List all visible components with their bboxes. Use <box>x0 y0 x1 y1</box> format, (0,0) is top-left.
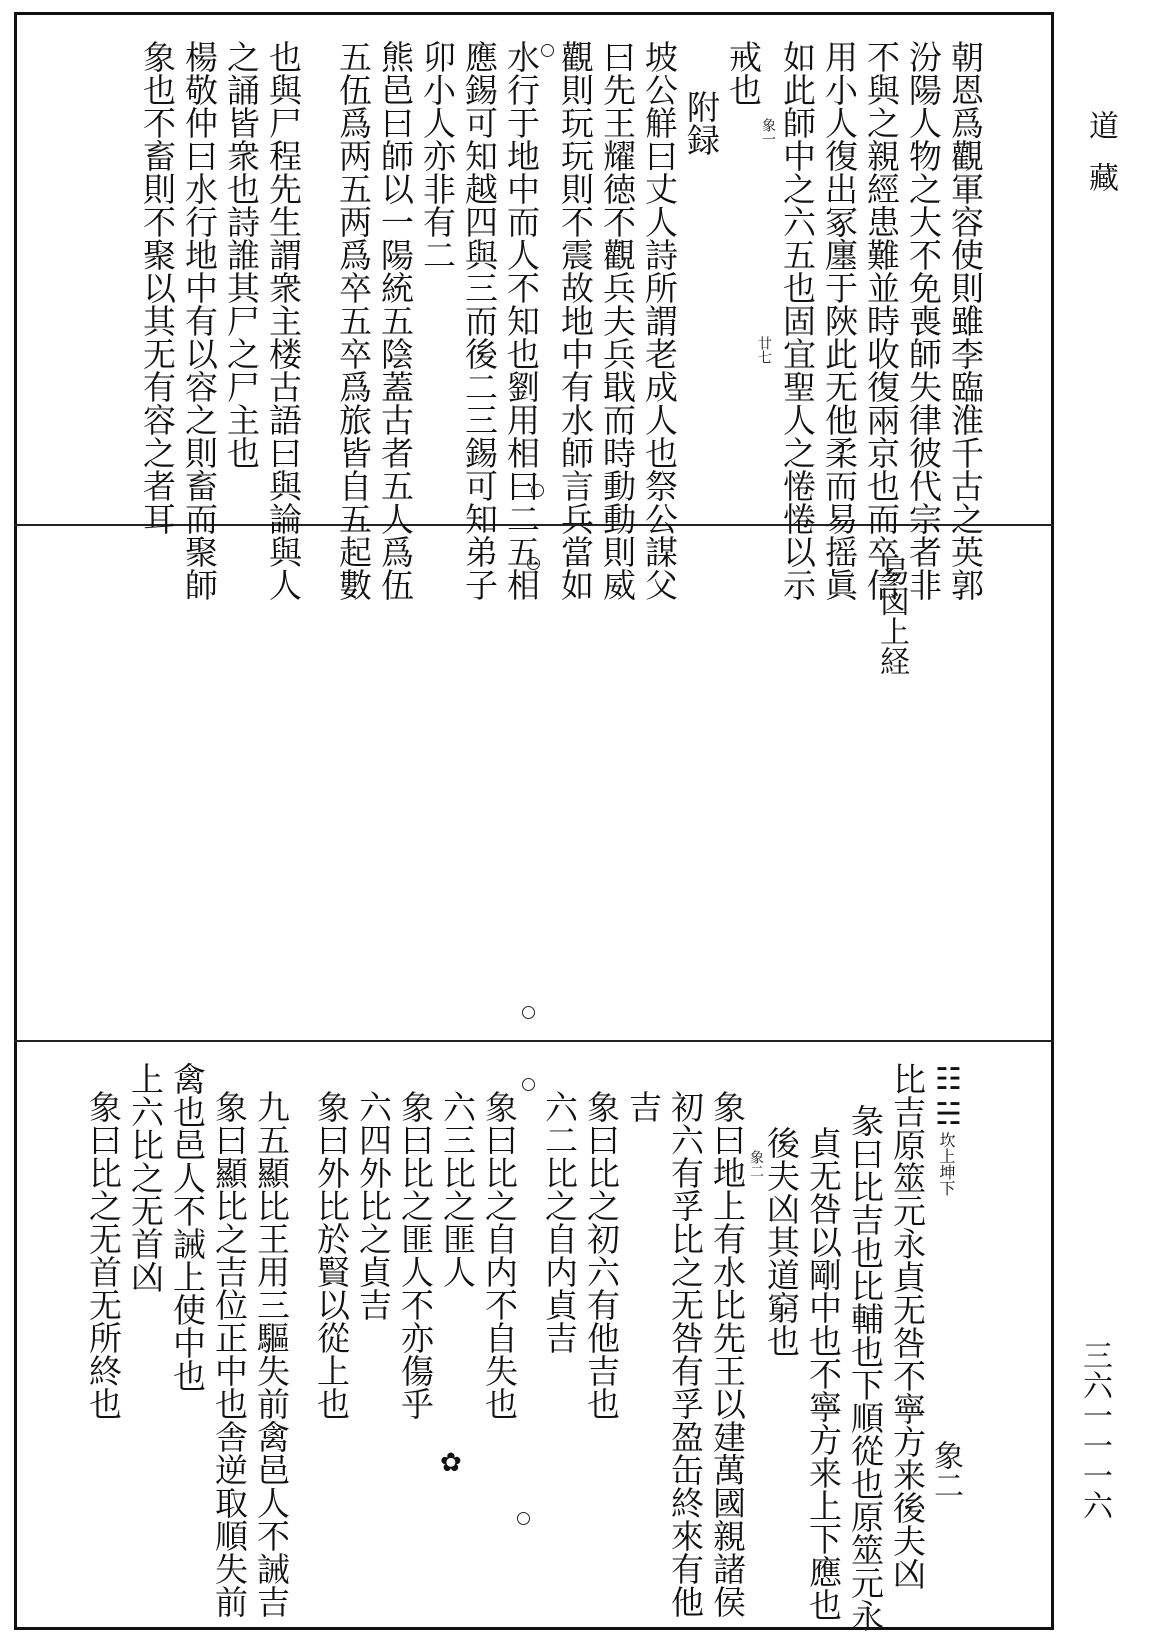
text-column: 用小人復出冢廛于陜此无他柔而易摇眞 <box>820 40 859 601</box>
hexagram-symbol: ☷☵ <box>931 1062 966 1132</box>
text-column: 象曰比之初六有他吉也 <box>582 1090 621 1420</box>
text-column: 卯小人亦非有二 <box>418 40 457 271</box>
text-column: 曰先王耀徳不觀兵夫兵戢而時動動則威 <box>598 40 637 601</box>
text-column: 象曰外比於賢以從上也 <box>312 1090 351 1420</box>
margin-page-number: 三六一一一六 <box>1077 1340 1112 1520</box>
volume-title: 易図上経 <box>874 556 909 676</box>
text-column: 禽也邑人不誡上使中也 <box>168 1062 207 1392</box>
text-column: 之誦皆衆也詩誰其尸之尸主也 <box>222 40 261 469</box>
text-column: 初六有孚比之无咎有孚盈缶終來有他 <box>666 1090 705 1618</box>
punctuation-circle <box>522 1078 535 1091</box>
punctuation-circle <box>531 484 544 497</box>
text-column: 九五顯比王用三驅失前禽邑人不誡吉 <box>252 1090 291 1618</box>
column-note: 象一 <box>760 118 776 146</box>
text-column: 後夫凶其道窮也 <box>762 1126 801 1357</box>
text-column: 不與之親經患難並時收復兩京也而卒信 <box>862 40 901 601</box>
page-header: 象二 <box>928 1440 963 1500</box>
text-column: 象曰顯比之吉位正中也舎逆取順失前 <box>210 1090 249 1618</box>
text-column: 上六比之无首凶 <box>126 1062 165 1293</box>
text-column: 象也不畜則不聚以其无有容之者耳 <box>138 40 177 535</box>
punctuation-circle <box>522 1006 535 1019</box>
text-column: 彖曰比吉也比輔也下順從也原筮元永 <box>846 1104 885 1632</box>
margin-title: 道藏 <box>1083 110 1118 214</box>
text-column: 六二比之自内貞吉 <box>540 1090 579 1354</box>
punctuation-circle <box>541 44 554 57</box>
text-column: 如此師中之六五也固宜聖人之惓惓以示 <box>778 40 817 601</box>
section-heading: 附録 <box>682 90 721 156</box>
text-column: 象曰地上有水比先王以建萬國親諸侯 <box>708 1090 747 1618</box>
divider-bottom <box>14 1040 1054 1042</box>
text-column: 吉 <box>624 1090 663 1123</box>
column-note: 象二 <box>748 1150 764 1178</box>
text-column: 朝恩爲觀軍容使則雖李臨淮千古之英郭 <box>946 40 985 601</box>
text-column: 熊邑曰師以一陽統五陰蓋古者五人爲伍 <box>376 40 415 601</box>
punctuation-circle <box>517 1512 530 1525</box>
column-note: 廿七 <box>756 336 772 364</box>
text-column: 應錫可知越四與三而後二三錫可知弟子 <box>460 40 499 601</box>
text-column: 也與尸程先生謂衆主楼古語曰與論與人 <box>264 40 303 601</box>
text-column: 貞无咎以剛中也不寧方来上下應也 <box>804 1126 843 1621</box>
text-column: 象曰比之无首无所終也 <box>84 1090 123 1420</box>
text-column: 比吉原筮元永貞无咎不寧方来後夫凶 <box>888 1062 927 1590</box>
text-column: 坡公觧曰丈人詩所謂老成人也祭公謀父 <box>640 40 679 601</box>
flower-ornament-icon: ✿ <box>440 1448 462 1478</box>
punctuation-circle <box>527 557 540 570</box>
trigram-note: 坎上坤下 <box>937 1132 956 1196</box>
text-column: 觀則玩玩則不震故地中有水師言兵當如 <box>556 40 595 601</box>
text-column: 水行于地中而人不知也劉用相曰二五相 <box>502 40 541 601</box>
text-column: 象曰比之自内不自失也 <box>480 1090 519 1420</box>
text-column: 戒也 <box>724 40 763 106</box>
text-column: 汾陽人物之大不免喪師失律彼代宗者非 <box>904 40 943 601</box>
text-column: 五伍爲两五两爲卒五卒爲旅皆自五起數 <box>334 40 373 601</box>
text-column: 楊敬仲曰水行地中有以容之則畜而聚師 <box>180 40 219 601</box>
text-column: 象曰比之匪人不亦傷乎 <box>396 1090 435 1420</box>
text-column: 六四外比之貞吉 <box>354 1090 393 1321</box>
text-column: 六三比之匪人 <box>438 1090 477 1288</box>
